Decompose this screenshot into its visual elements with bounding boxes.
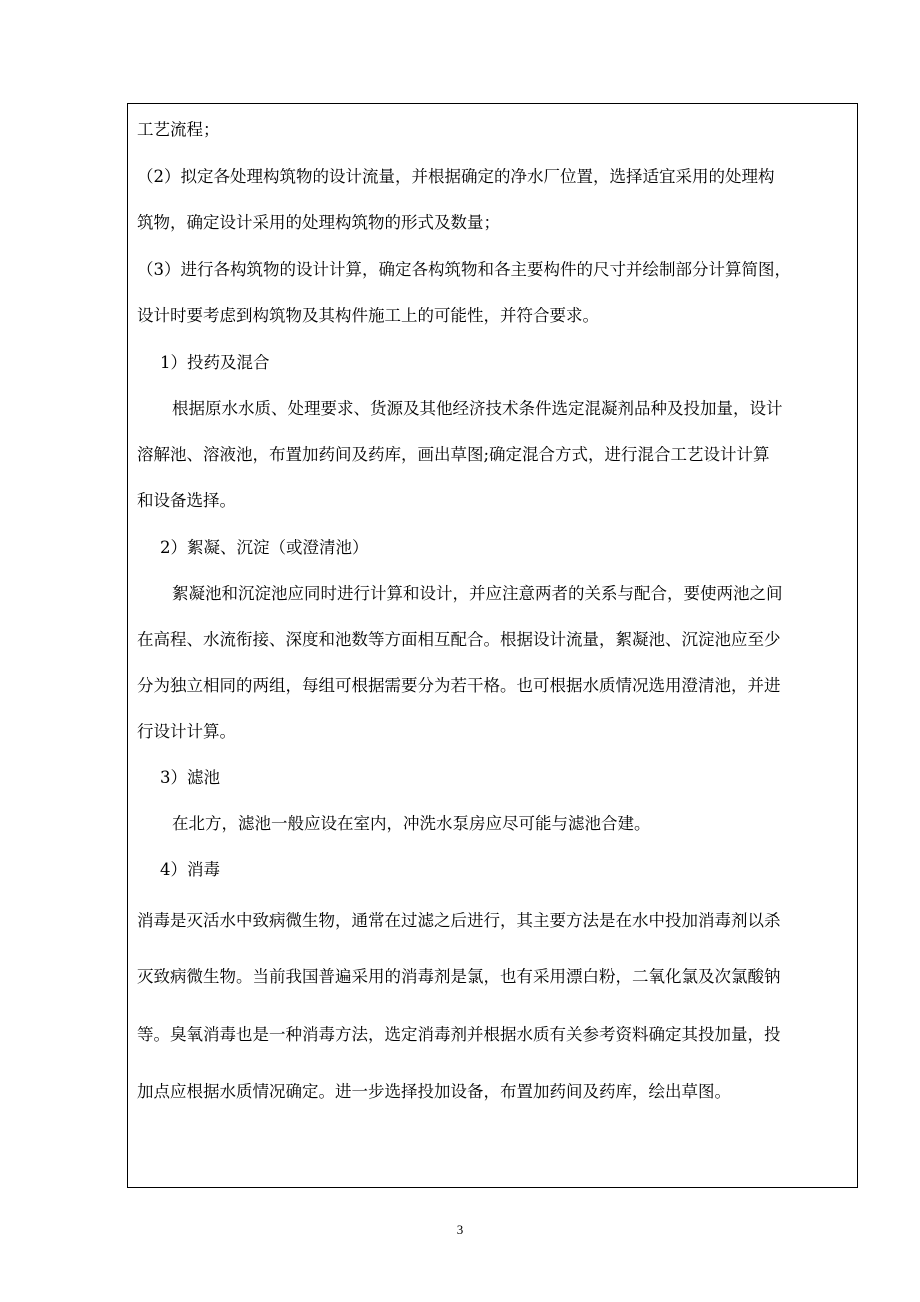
text-line: 和设备选择。 bbox=[137, 491, 236, 510]
text-line: 设计时要考虑到构筑物及其构件施工上的可能性，并符合要求。 bbox=[137, 306, 599, 325]
text-line: 筑物，确定设计采用的处理构筑物的形式及数量； bbox=[137, 213, 500, 232]
text-line: （3）进行各构筑物的设计计算，确定各构筑物和各主要构件的尺寸并绘制部分计算简图， bbox=[137, 260, 791, 279]
section-heading: 1）投药及混合 bbox=[160, 353, 270, 372]
page-number: 3 bbox=[456, 1222, 464, 1237]
text-line: 加点应根据水质情况确定。进一步选择投加设备，布置加药间及药库，绘出草图。 bbox=[137, 1082, 731, 1101]
text-line: 絮凝池和沉淀池应同时进行计算和设计，并应注意两者的关系与配合，要使两池之间 bbox=[172, 584, 783, 603]
text-line: 根据原水水质、处理要求、货源及其他经济技术条件选定混凝剂品种及投加量，设计 bbox=[172, 399, 783, 418]
text-line: 工艺流程； bbox=[137, 120, 220, 139]
text-line: 溶解池、溶液池，布置加药间及药库，画出草图;确定混合方式，进行混合工艺设计计算 bbox=[137, 445, 770, 464]
text-line: 在高程、水流衔接、深度和池数等方面相互配合。根据设计流量，絮凝池、沉淀池应至少 bbox=[137, 630, 781, 649]
section-heading: 3）滤池 bbox=[160, 768, 220, 787]
text-line: 行设计计算。 bbox=[137, 722, 236, 741]
text-line: 分为独立相同的两组，每组可根据需要分为若干格。也可根据水质情况选用澄清池，并进 bbox=[137, 676, 781, 695]
text-line: （2）拟定各处理构筑物的设计流量，并根据确定的净水厂位置，选择适宜采用的处理构 bbox=[137, 167, 775, 186]
section-heading: 4）消毒 bbox=[160, 860, 220, 879]
section-heading: 2）絮凝、沉淀（或澄清池） bbox=[160, 538, 369, 557]
text-line: 消毒是灭活水中致病微生物，通常在过滤之后进行，其主要方法是在水中投加消毒剂以杀 bbox=[137, 911, 781, 930]
text-line: 灭致病微生物。当前我国普遍采用的消毒剂是氯，也有采用漂白粉，二氧化氯及次氯酸钠 bbox=[137, 967, 781, 986]
text-line: 在北方，滤池一般应设在室内，冲洗水泵房应尽可能与滤池合建。 bbox=[172, 814, 651, 833]
text-line: 等。臭氧消毒也是一种消毒方法，选定消毒剂并根据水质有关参考资料确定其投加量，投 bbox=[137, 1025, 781, 1044]
